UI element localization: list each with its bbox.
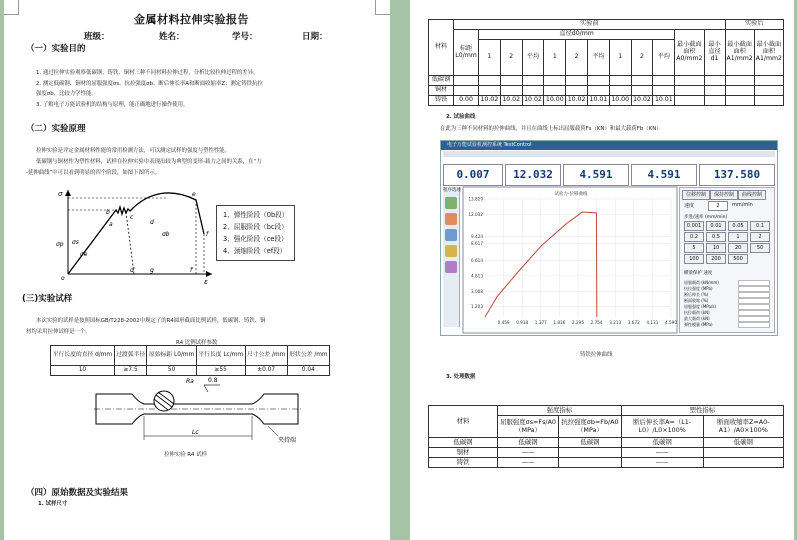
tab-curve-control[interactable]: 曲线控制 [738, 190, 766, 200]
sidebar-icon[interactable] [445, 197, 457, 209]
step-button[interactable]: 0.5 [706, 232, 726, 242]
col-yield-strength: 屈服强度σs=Fs/A0（MPa） [498, 416, 559, 438]
chart-frame [463, 187, 677, 333]
header-extra: 最小截面面积A1/mm2 [754, 30, 783, 76]
table-cell: 0.04 [287, 366, 329, 376]
name-label: 姓名： [159, 32, 185, 42]
step-button[interactable]: 2 [750, 232, 770, 242]
row-material: 低碳钢 [429, 438, 498, 448]
readout-displacement: 4.591 [563, 164, 629, 186]
sidebar-icon[interactable] [445, 245, 457, 257]
header-diameter: 直径d0/mm [479, 30, 675, 40]
row-material: 铸铁 [429, 458, 498, 468]
grip-label: 夹持端 [278, 437, 297, 444]
table-cell: —— [498, 448, 559, 458]
sigma-s-label: σs [72, 239, 79, 246]
table-cell: 10 [51, 366, 115, 376]
table-header-cell: 平行长度的直径 d/mm [51, 346, 115, 366]
step-button[interactable]: 200 [706, 254, 726, 264]
y-axis-arrow [65, 190, 71, 196]
testing-software-window [440, 140, 778, 336]
stress-strain-diagram [54, 186, 219, 286]
col-header: 2 [631, 40, 653, 76]
table-cell: 10.02 [522, 96, 544, 106]
y-tick-label: 13.829 [468, 196, 483, 202]
force-displacement-chart [463, 187, 677, 333]
table-cell: 10.02 [479, 96, 501, 106]
table-header-cell: 形状公差 /mm [287, 346, 329, 366]
crosshead-protect-label: 横梁保护 速度 [684, 271, 713, 276]
x-tick-label: 4.590 [665, 320, 677, 325]
sidebar-label: 程序选项 [443, 188, 461, 193]
speed-label: 速度 [684, 203, 695, 209]
table-cell: 低碳钢 [559, 438, 622, 448]
table-cell: ≥55 [196, 366, 245, 376]
header-extra: 最小直径d1 [704, 30, 725, 76]
table-cell: —— [498, 458, 559, 468]
date-label: 日期： [302, 32, 328, 42]
info-row-label: 弹性模量 (MPa) [684, 322, 713, 327]
header-plastic: 塑性指标 [621, 406, 783, 416]
table-cell: —— [621, 458, 703, 468]
section-data-heading: （四）原始数据及实验结果 [26, 488, 129, 498]
table-cell: 10.02 [500, 96, 522, 106]
table-cell: —— [621, 448, 703, 458]
header-material: 材料 [429, 406, 498, 438]
step-button[interactable]: 0.2 [684, 232, 704, 242]
y-tick-label: 12.032 [468, 211, 483, 217]
point-label-f-prime: f′ [190, 267, 194, 274]
step-button[interactable]: 5 [684, 243, 704, 253]
col-header: 平均 [587, 40, 609, 76]
sidebar-icon[interactable] [445, 213, 457, 225]
point-label-c: c [130, 214, 134, 221]
legend-item: 3、强化阶段（ce段） [223, 235, 288, 243]
legend-item: 2、屈服阶段（bc段） [223, 223, 288, 231]
table-cell: 10.02 [631, 96, 653, 106]
x-tick-label: 3.213 [609, 320, 622, 325]
chart-title: 试验力-位移曲线 [554, 192, 588, 197]
step-rate-label: 步进/速率 (mm/min) [684, 215, 728, 220]
stage-legend [216, 205, 295, 261]
y-tick-label: 4.813 [471, 273, 483, 279]
objective-item: 2. 测定低碳钢、铜材的屈服强度σs、抗拉强度σb、断后伸长率A和断面收缩率Z；测定铸铁抗拉 [36, 81, 263, 87]
table-header-cell: 过渡弧半径 [114, 346, 147, 366]
id-label: 学号： [232, 32, 258, 42]
x-tick-label: 1.836 [553, 320, 566, 325]
legend-item: 4、颈缩阶段（ef段） [223, 247, 287, 255]
col-header: 2 [500, 40, 522, 76]
table-header-cell: 平行长度 Lc/mm [196, 346, 245, 366]
info-row-label: 抗拉强度 (MPa) [684, 286, 713, 291]
table-cell: 10.01 [587, 96, 609, 106]
readout-peak: 12.032 [505, 164, 561, 186]
x-tick-label: 0.459 [497, 320, 510, 325]
readout-extension: 4.591 [631, 164, 697, 186]
col-header: 1 [609, 40, 631, 76]
x-tick-label: 2.754 [590, 320, 603, 325]
stress-strain-curve [68, 193, 204, 274]
sigma-p-label: σp [56, 241, 64, 248]
specimen-line: 本次实验的试样是按照国标GB/T228-2002中规定了的R4圆形截面比例试样，低碳钢、铸铁、铜 [36, 318, 266, 324]
dim-label: 0.8 [208, 377, 218, 384]
origin-label: o [61, 275, 65, 282]
legend-item: 1、弹性阶段（0b段） [223, 211, 289, 219]
info-row-label: 抗拉载荷 (kN) [684, 310, 710, 315]
lc-label: Lc [192, 429, 199, 436]
row-material: 低碳钢 [429, 76, 454, 86]
table-cell: 10.01 [653, 96, 675, 106]
results-table [428, 405, 784, 468]
principle-line: 拉伸实验是评定金属材料性能的常用检测方法，可以测定试样的强度与塑性性能。 [36, 148, 231, 154]
objective-item: 1. 通过拉伸实验观察低碳钢、铸铁、铜材三种不同材料拉伸过程，分析比较拉伸过程的差异。 [36, 70, 259, 76]
step-button[interactable]: 0.1 [750, 221, 770, 231]
step-button[interactable]: 1 [728, 232, 748, 242]
tab-hold-control[interactable]: 保持控制 [710, 190, 738, 200]
left-page [4, 0, 390, 540]
header-before: 实验前 [454, 20, 726, 30]
unload-line [126, 212, 134, 274]
table-cell: 10.00 [544, 96, 566, 106]
point-label-a: a [109, 221, 113, 228]
curve-figure-caption: 铸铁拉伸曲线 [580, 352, 613, 358]
control-panel [679, 187, 775, 333]
step-button[interactable]: 10 [706, 243, 726, 253]
x-tick-label: 2.295 [572, 320, 584, 325]
page-corner-mark [375, 0, 390, 15]
info-row-label: 屈服载荷 (kN/mm) [684, 280, 719, 285]
y-tick-label: 8.617 [471, 240, 483, 246]
table-cell: 低碳钢 [703, 438, 783, 448]
step-button[interactable]: 0.001 [684, 221, 704, 231]
col-header: 平均 [653, 40, 675, 76]
table-cell: 低碳钢 [498, 438, 559, 448]
roughness-mark [204, 385, 208, 392]
x-tick-label: 4.131 [646, 320, 659, 325]
speed-unit: mm/min [732, 202, 753, 208]
class-label: 班级： [84, 32, 110, 42]
info-row-label: 断面收缩 (%) [684, 298, 709, 303]
sidebar-icon[interactable] [445, 229, 457, 241]
col-header: 1 [479, 40, 501, 76]
y-tick-label: 3.008 [471, 288, 483, 294]
col-header: 2 [566, 40, 588, 76]
y-tick-label: 6.614 [471, 258, 483, 264]
col-area-reduction: 断面收缩率Z=A0-A1）/A0×100% [703, 416, 783, 438]
sigma-b-label: σb [162, 231, 170, 238]
step-button[interactable]: 50 [750, 243, 770, 253]
program-sidebar [443, 187, 460, 327]
col-header: 1 [544, 40, 566, 76]
step-button[interactable]: 20 [728, 243, 748, 253]
y-axis-label: σ [58, 190, 63, 198]
section-principle-heading: （二）实验原理 [26, 124, 86, 134]
table-cell: ±0.07 [245, 366, 287, 376]
processing-subheading: 3. 处理数据 [446, 374, 476, 380]
sidebar-icon[interactable] [445, 261, 457, 273]
tab-displacement-control[interactable]: 位移控制 [682, 190, 710, 200]
table-cell: 0.00 [454, 96, 479, 106]
objective-item: 强度σb，比较力学性能。 [36, 91, 97, 97]
section-objective-heading: （一）实验目的 [26, 44, 86, 54]
row-material: 铜材 [429, 448, 498, 458]
y-tick-label: 1.203 [471, 304, 483, 310]
col-tensile-strength: 抗拉强度σb=Fb/A0（MPa） [559, 416, 622, 438]
software-titlebar: 电子万能试验机测控系统 TestControl [441, 141, 777, 150]
x-tick-label: 3.672 [627, 320, 640, 325]
data-subheading: 1. 试样尺寸 [38, 501, 68, 507]
point-label-d: d [150, 219, 154, 226]
info-row-label: 最大载荷 (kN) [684, 316, 710, 321]
readout-load: 0.007 [443, 164, 503, 186]
header-extra: 最小截面面积A0/mm2 [675, 30, 704, 76]
table-header-cell: 尺寸公差 /mm [245, 346, 287, 366]
specimen-figure-caption: 拉伸实验 R4 试样 [164, 452, 207, 458]
sigma-e-label: σe [80, 251, 88, 258]
header-material: 材料 [429, 20, 454, 76]
header-gauge: 标距L0/mm [454, 30, 479, 76]
table-cell [703, 458, 783, 468]
point-label-d-prime: d′ [130, 267, 136, 274]
specimen-size-table [428, 19, 784, 106]
principle-line: 低碳钢与铜材作为塑性材料，试样在拉伸实验中表现出较为典型的变形-载力之间的关系，在“力 [36, 159, 262, 165]
step-button[interactable]: 500 [728, 254, 748, 264]
table-cell: 10.00 [609, 96, 631, 106]
point-label-f: f [206, 231, 209, 238]
principle-line: -延伸曲线”中可以看到明显的四个阶段，如图下图所示。 [26, 170, 161, 176]
ra-label: Ra [186, 378, 194, 385]
step-button[interactable]: 0.01 [706, 221, 726, 231]
report-title: 金属材料拉伸实验报告 [134, 13, 249, 26]
point-label-e: e [192, 191, 196, 198]
table-cell: 低碳钢 [621, 438, 703, 448]
x-tick-label: 1.377 [534, 320, 547, 325]
table-cell [559, 448, 622, 458]
section-specimen-heading: (三)实验试样 [22, 294, 73, 304]
point-label-b: b [106, 209, 110, 216]
right-page [410, 0, 794, 540]
specimen-param-table [50, 345, 330, 376]
speed-input[interactable]: 2 [708, 201, 728, 211]
leader-line [268, 426, 278, 436]
page-corner-mark [4, 0, 19, 15]
info-row-label: 屈服强度 (MPa/s) [684, 304, 716, 309]
table-cell [703, 448, 783, 458]
header-after: 实验后 [725, 20, 784, 30]
header-strength: 强度指标 [498, 406, 622, 416]
specimen-drawing [92, 376, 304, 452]
specimen-table-caption: R4 比例试样参数 [176, 340, 218, 346]
x-axis-label: ε [204, 278, 208, 286]
x-axis-arrow [206, 271, 212, 277]
readout-time: 137.580 [699, 164, 775, 186]
row-material: 铜材 [429, 86, 454, 96]
info-row-label: 断后伸长 (%) [684, 292, 709, 297]
curve-description: 在此为三种不同材料的拉伸曲线，并且在曲线上标出屈服载荷Fs（KN）和最大载荷Fb（KN） [440, 126, 662, 132]
curve-subheading: 2. 试验曲线 [446, 114, 476, 120]
step-button[interactable]: 0.05 [728, 221, 748, 231]
specimen-line: 材均采用拉伸试样是一个。 [26, 329, 91, 335]
step-button[interactable]: 100 [684, 254, 704, 264]
objective-item: 3. 了解电子万能试验机的结构与原理，能正确地进行操作使用。 [36, 102, 189, 108]
x-tick-label: 0.918 [516, 320, 529, 325]
table-header-cell: 原始标距 L0/mm [147, 346, 196, 366]
col-header: 平均 [522, 40, 544, 76]
software-toolbar [443, 151, 775, 157]
table-cell: 50 [147, 366, 196, 376]
table-cell [559, 458, 622, 468]
header-extra: 最小截面面积A1/mm2 [725, 30, 754, 76]
col-elongation: 断后伸长率A=（L1-L0）/L0×100% [621, 416, 703, 438]
table-cell: ≥7.5 [114, 366, 147, 376]
y-tick-label: 9.424 [471, 234, 483, 240]
row-material: 铸铁 [429, 96, 454, 106]
info-row-field[interactable] [738, 322, 770, 328]
table-cell: 10.02 [566, 96, 588, 106]
point-label-g: g [150, 267, 154, 274]
